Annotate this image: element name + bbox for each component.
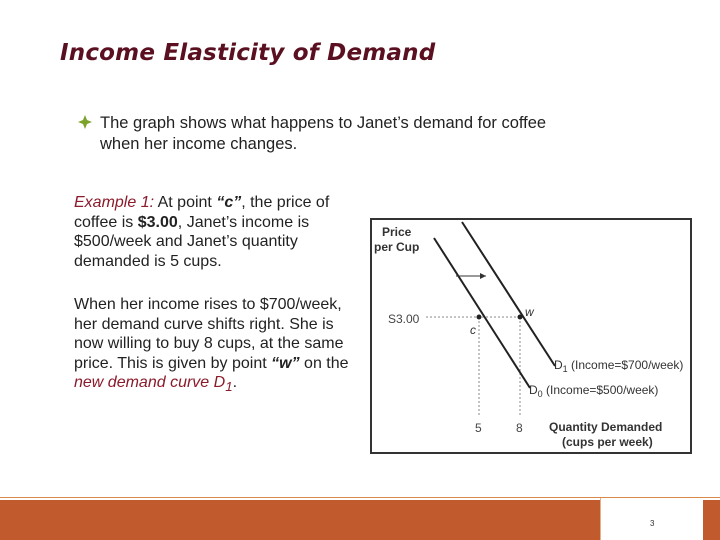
- y-axis-label-price: Price: [382, 225, 412, 239]
- price-value: $3.00: [137, 213, 178, 231]
- demand-curve-d0: [434, 238, 530, 388]
- example-label: Example 1:: [74, 194, 155, 211]
- example-paragraph-2: When her income rises to $700/week, her demand curve shifts right. She is now willing to buy 8 cups, at the same price. This is given by point “w” on the new demand curve $D_1$.: [74, 296, 349, 395]
- diamond-bullet-icon: [78, 115, 92, 129]
- bullet-item: [78, 113, 678, 155]
- example-paragraph-1: Example 1: At point “c”, the price of coffee is $3.00, Janet’s income is $500/week and Janet’s quantity demanded is 5 cups.: [74, 194, 330, 270]
- x-axis-label-1: Quantity Demanded: [549, 420, 663, 434]
- point-w-label: w: [525, 305, 534, 319]
- point-c: [477, 315, 482, 320]
- d1-curve-label: $D_1$ (Income=$700/week): [554, 358, 684, 374]
- new-curve-ref: new demand curve $D_1$: [74, 374, 233, 395]
- point-c-label: c: [470, 323, 476, 337]
- bullet-text-line2: when her income changes.: [100, 135, 298, 153]
- price-tick-label: S3.00: [388, 312, 420, 326]
- x-axis-label-2: (cups per week): [562, 435, 653, 449]
- demand-curve-d1: [462, 222, 555, 366]
- bullet-text-line1: The graph shows what happens to Janet’s demand for coffee: [100, 114, 547, 132]
- example-text: [74, 193, 366, 397]
- slide-title: Income Elasticity of Demand: [60, 40, 436, 66]
- x-tick-8: 8: [516, 421, 523, 435]
- demand-shift-graph: [370, 218, 692, 454]
- y-axis-label-per-cup: per Cup: [374, 240, 420, 254]
- point-c-ref: “c”: [216, 194, 242, 211]
- page-number: 3: [650, 519, 655, 528]
- point-w-ref: “w”: [271, 354, 300, 372]
- point-w: [518, 315, 523, 320]
- d0-curve-label: $D_0$ (Income=$500/week): [529, 383, 659, 399]
- x-tick-5: 5: [475, 421, 482, 435]
